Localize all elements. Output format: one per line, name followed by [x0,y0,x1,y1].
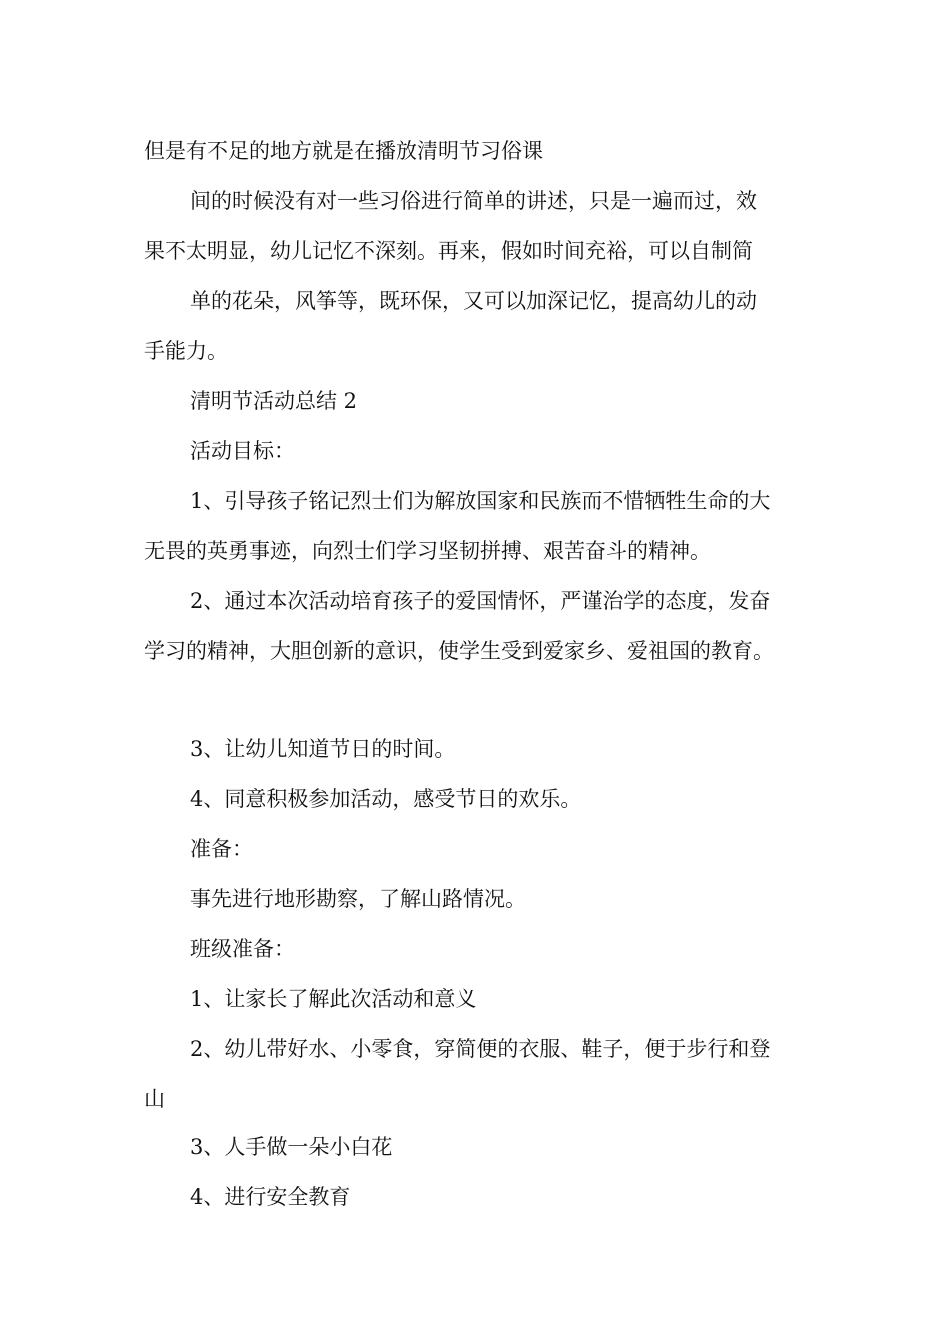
text-line: 无畏的英勇事迹，向烈士们学习坚韧拼搏、艰苦奋斗的精神。 [144,539,711,563]
text-line: 事先进行地形勘察，了解山路情况。 [190,887,526,911]
subheading-class-preparation: 班级准备： [190,937,295,961]
text-line: 间的时候没有对一些习俗进行简单的讲述，只是一遍而过，效 [190,189,757,213]
list-item: 3、让幼儿知道节日的时间。 [190,737,456,761]
text-line: 单的花朵，风筝等，既环保，又可以加深记忆，提高幼儿的动 [190,289,757,313]
list-item: 4、同意积极参加活动，感受节日的欢乐。 [190,787,582,811]
list-item: 1、引导孩子铭记烈士们为解放国家和民族而不惜牺牲生命的大 [190,489,771,513]
list-item: 2、通过本次活动培育孩子的爱国情怀，严谨治学的态度，发奋 [190,589,771,613]
text-line: 但是有不足的地方就是在播放清明节习俗课 [144,139,543,163]
text-line: 果不太明显，幼儿记忆不深刻。再来，假如时间充裕，可以自制简 [144,239,753,263]
list-item: 1、让家长了解此次活动和意义 [190,987,477,1011]
list-item: 2、幼儿带好水、小零食，穿简便的衣服、鞋子，便于步行和登 [190,1037,771,1061]
text-line: 山 [144,1087,165,1111]
list-item: 4、进行安全教育 [190,1185,351,1209]
section-heading: 清明节活动总结 2 [190,389,358,413]
list-item: 3、人手做一朵小白花 [190,1135,393,1159]
subheading-preparation: 准备： [190,837,253,861]
text-line: 手能力。 [144,339,228,363]
text-line: 学习的精神，大胆创新的意识，使学生受到爱家乡、爱祖国的教育。 [144,639,774,663]
subheading-activity-goals: 活动目标： [190,439,295,463]
